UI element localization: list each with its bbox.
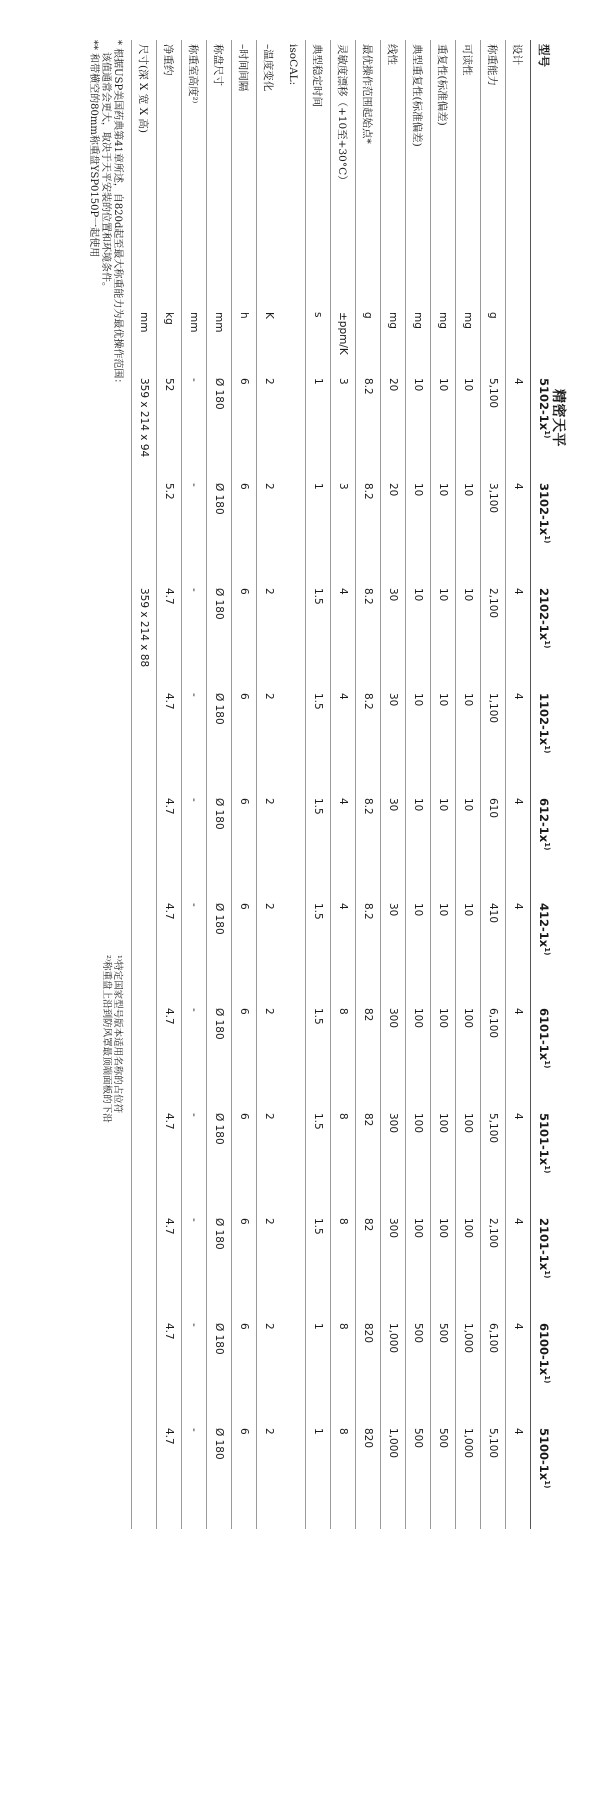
row-unit: mg (431, 308, 456, 374)
table-row (232, 40, 257, 1529)
table-cell: 8 (331, 1319, 356, 1424)
table-cell: 6 (232, 479, 257, 584)
table-cell: 1.5 (306, 794, 331, 899)
table-cell: 500 (431, 1319, 456, 1424)
table-row (456, 40, 481, 1529)
table-cell: 359 x 214 x 94 (132, 374, 157, 479)
table-cell: Ø 180 (207, 1004, 232, 1109)
table-cell: 300 (381, 1109, 406, 1214)
table-cell: 20 (381, 374, 406, 479)
table-cell: 2 (257, 794, 282, 899)
table-cell: 4 (506, 1424, 531, 1529)
table-cell: 4 (506, 1004, 531, 1109)
row-unit (281, 308, 306, 374)
table-cell: 8.2 (356, 479, 381, 584)
table-cell: 359 x 214 x 88 (132, 584, 157, 689)
model-name: 2101-1x (537, 1218, 551, 1271)
table-cell: 6,100 (481, 1319, 506, 1424)
unit-header (531, 308, 558, 374)
table-cell: 820 (356, 1319, 381, 1424)
table-cell: 1,100 (481, 689, 506, 794)
table-cell: 5,100 (481, 1424, 506, 1529)
spec-table (131, 40, 557, 1529)
row-label: 线性 (381, 40, 406, 308)
table-cell: 500 (406, 1319, 431, 1424)
row-unit: mm (182, 308, 207, 374)
table-cell: - (182, 794, 207, 899)
row-label: 典型稳定时间 (306, 40, 331, 308)
model-footnote-marker: 1) (542, 640, 551, 649)
footnotes-left (87, 40, 123, 388)
model-footnote-marker: 1) (542, 1165, 551, 1174)
table-cell: 4 (506, 1319, 531, 1424)
table-cell (281, 1214, 306, 1319)
model-name: 5102-1x (537, 378, 551, 431)
row-label: –时间间隔 (232, 40, 257, 308)
table-cell: 410 (481, 899, 506, 1004)
table-cell: 4 (506, 794, 531, 899)
table-cell: 3 (331, 374, 356, 479)
table-cell: 2 (257, 584, 282, 689)
row-label: –温度变化 (257, 40, 282, 308)
table-cell: 4 (331, 899, 356, 1004)
column-header-model (531, 584, 558, 689)
table-cell (132, 689, 157, 794)
footnote: ** 和带横空的80mm称重盘YSP0150P一起使用 (88, 40, 99, 258)
model-label: 型号 (531, 40, 558, 308)
table-cell: 6 (232, 1004, 257, 1109)
table-cell: 2,100 (481, 1214, 506, 1319)
table-cell: 10 (456, 899, 481, 1004)
table-cell: 3 (331, 479, 356, 584)
table-cell: - (182, 1424, 207, 1529)
table-cell: 4 (506, 1214, 531, 1319)
footnote: ²⁾称重盘上沿到防风罩最顶端面板的下沿 (101, 955, 112, 1123)
table-cell: 10 (431, 479, 456, 584)
model-footnote-marker: 1) (542, 1375, 551, 1384)
table-cell (132, 1319, 157, 1424)
model-footnote-marker: 1) (542, 535, 551, 544)
table-cell: 1.5 (306, 899, 331, 1004)
column-header-model (531, 1319, 558, 1424)
table-cell: 4 (331, 689, 356, 794)
row-label: 可读性 (456, 40, 481, 308)
row-label: 称重室高度²⁾ (182, 40, 207, 308)
row-unit: g (481, 308, 506, 374)
table-cell: 6 (232, 1214, 257, 1319)
table-row (481, 40, 506, 1529)
table-cell: 10 (406, 479, 431, 584)
table-cell: 100 (406, 1004, 431, 1109)
table-cell: 1 (306, 374, 331, 479)
model-name: 1102-1x (537, 693, 551, 746)
model-name: 612-1x (537, 798, 551, 843)
table-cell: 6,100 (481, 1004, 506, 1109)
table-cell: 300 (381, 1214, 406, 1319)
table-cell: 1 (306, 1424, 331, 1529)
table-cell: - (182, 1109, 207, 1214)
table-cell: 4.7 (157, 1424, 182, 1529)
table-cell: 30 (381, 794, 406, 899)
table-cell: 10 (406, 899, 431, 1004)
table-cell: 100 (456, 1109, 481, 1214)
table-cell: - (182, 479, 207, 584)
table-row (257, 40, 282, 1529)
table-cell: 8.2 (356, 584, 381, 689)
table-cell: - (182, 1004, 207, 1109)
table-cell: 30 (381, 584, 406, 689)
table-cell: 6 (232, 1319, 257, 1424)
table-cell: 8 (331, 1004, 356, 1109)
table-cell: 2 (257, 374, 282, 479)
table-cell: 1 (306, 479, 331, 584)
table-cell: 100 (431, 1004, 456, 1109)
table-cell: 8.2 (356, 899, 381, 1004)
table-cell: 4 (506, 374, 531, 479)
model-footnote-marker: 1) (542, 842, 551, 851)
table-cell: 2 (257, 1319, 282, 1424)
table-cell: 100 (431, 1214, 456, 1319)
column-header-model (531, 794, 558, 899)
table-cell (132, 1004, 157, 1109)
row-label: 最优操作范围起始点* (356, 40, 381, 308)
column-header-model (531, 479, 558, 584)
table-row (207, 40, 232, 1529)
row-label: 重复性(标准偏差) (431, 40, 456, 308)
footnote: ¹⁾特定国家型号版本适用名称的占位符 (112, 955, 123, 1114)
table-cell: 4 (331, 794, 356, 899)
table-cell: 500 (431, 1424, 456, 1529)
row-label: 净重约 (157, 40, 182, 308)
table-cell (281, 584, 306, 689)
table-row (157, 40, 182, 1529)
table-cell: 6 (232, 1109, 257, 1214)
table-cell: 1.5 (306, 584, 331, 689)
table-cell: 4 (506, 584, 531, 689)
model-name: 2102-1x (537, 588, 551, 641)
table-cell: 8.2 (356, 794, 381, 899)
row-unit: K (257, 308, 282, 374)
table-cell: 6 (232, 794, 257, 899)
row-label: 尺寸(深 X 宽 X 高) (132, 40, 157, 308)
table-cell (281, 374, 306, 479)
table-cell: 8.2 (356, 689, 381, 794)
model-name: 412-1x (537, 903, 551, 948)
table-cell: 2,100 (481, 584, 506, 689)
table-cell: 10 (456, 794, 481, 899)
table-cell: 100 (456, 1004, 481, 1109)
table-cell: 100 (456, 1214, 481, 1319)
table-row (406, 40, 431, 1529)
table-cell: 2 (257, 689, 282, 794)
table-cell: 100 (431, 1109, 456, 1214)
table-cell: 3,100 (481, 479, 506, 584)
table-cell: 6 (232, 584, 257, 689)
column-header-model (531, 1004, 558, 1109)
row-label: 设计 (506, 40, 531, 308)
table-cell (281, 479, 306, 584)
table-cell: 1,000 (381, 1319, 406, 1424)
model-footnote-marker: 1) (542, 1480, 551, 1489)
table-row (306, 40, 331, 1529)
table-cell: Ø 180 (207, 1109, 232, 1214)
table-body (132, 40, 531, 1529)
table-row (381, 40, 406, 1529)
table-cell: 10 (406, 374, 431, 479)
model-name: 5100-1x (537, 1428, 551, 1481)
table-cell: 1,000 (381, 1424, 406, 1529)
table-cell: 1.5 (306, 1214, 331, 1319)
row-label: 称重能力 (481, 40, 506, 308)
table-cell: Ø 180 (207, 899, 232, 1004)
row-unit: h (232, 308, 257, 374)
table-row (431, 40, 456, 1529)
footnotes-right (101, 955, 123, 1123)
table-cell: 10 (431, 374, 456, 479)
row-unit: ±ppm/K (331, 308, 356, 374)
table-cell: Ø 180 (207, 584, 232, 689)
table-cell: 10 (456, 689, 481, 794)
model-name: 6100-1x (537, 1323, 551, 1376)
column-header-model (531, 374, 558, 479)
table-cell: - (182, 374, 207, 479)
table-cell: 5.2 (157, 479, 182, 584)
model-footnote-marker: 1) (542, 745, 551, 754)
table-cell: Ø 180 (207, 1424, 232, 1529)
table-cell: Ø 180 (207, 689, 232, 794)
section-title: 精密天平 (550, 389, 566, 447)
footnote: * 根据USP美国药典第41章所述，自820d起至最大称重能力为最优操作范围： (112, 40, 123, 389)
table-row (132, 40, 157, 1529)
table-cell (132, 1424, 157, 1529)
table-cell: 82 (356, 1109, 381, 1214)
table-cell: 2 (257, 479, 282, 584)
row-unit (506, 308, 531, 374)
table-cell: - (182, 1319, 207, 1424)
table-cell (132, 899, 157, 1004)
table-cell: 1.5 (306, 1004, 331, 1109)
table-cell: 10 (431, 689, 456, 794)
table-cell: 10 (406, 584, 431, 689)
table-cell: Ø 180 (207, 1214, 232, 1319)
table-cell: Ø 180 (207, 794, 232, 899)
table-cell: 4.7 (157, 1004, 182, 1109)
table-header-row (531, 40, 558, 1529)
table-cell: 4 (506, 899, 531, 1004)
table-cell (281, 899, 306, 1004)
row-unit: mg (456, 308, 481, 374)
table-cell: 10 (431, 794, 456, 899)
table-cell: - (182, 1214, 207, 1319)
table-cell: - (182, 584, 207, 689)
table-cell: 4.7 (157, 1109, 182, 1214)
table-cell: 2 (257, 1109, 282, 1214)
column-header-model (531, 899, 558, 1004)
table-cell: 610 (481, 794, 506, 899)
table-cell: 4.7 (157, 689, 182, 794)
table-cell: Ø 180 (207, 374, 232, 479)
table-cell: 5,100 (481, 374, 506, 479)
table-cell: 10 (406, 794, 431, 899)
table-cell: 10 (456, 374, 481, 479)
table-cell: 4 (331, 584, 356, 689)
table-cell: 8 (331, 1109, 356, 1214)
table-cell: 300 (381, 1004, 406, 1109)
table-cell: 6 (232, 899, 257, 1004)
table-cell: 4.7 (157, 1319, 182, 1424)
table-cell: Ø 180 (207, 479, 232, 584)
table-cell: 30 (381, 689, 406, 794)
column-header-model (531, 1214, 558, 1319)
table-cell (132, 1214, 157, 1319)
table-cell: 10 (456, 479, 481, 584)
table-cell: 2 (257, 899, 282, 1004)
column-header-model (531, 689, 558, 794)
table-cell: 1,000 (456, 1424, 481, 1529)
table-cell: 100 (406, 1109, 431, 1214)
table-cell: 8 (331, 1424, 356, 1529)
table-cell (132, 1109, 157, 1214)
footnote: 该值通常会更大，取决于天平安装的位置和环境条件。 (100, 52, 111, 292)
table-cell: 5,100 (481, 1109, 506, 1214)
table-cell: 8 (331, 1214, 356, 1319)
model-name: 6101-1x (537, 1008, 551, 1061)
table-row (506, 40, 531, 1529)
table-cell: 4.7 (157, 1214, 182, 1319)
table-cell: 52 (157, 374, 182, 479)
table-cell (281, 1424, 306, 1529)
table-cell: 82 (356, 1004, 381, 1109)
table-cell: 1.5 (306, 1109, 331, 1214)
table-cell: 2 (257, 1004, 282, 1109)
row-unit: mg (406, 308, 431, 374)
table-row (182, 40, 207, 1529)
table-cell: 1 (306, 1319, 331, 1424)
model-name: 3102-1x (537, 483, 551, 536)
row-unit: g (356, 308, 381, 374)
table-cell: 6 (232, 689, 257, 794)
table-cell: 100 (406, 1214, 431, 1319)
table-cell: Ø 180 (207, 1319, 232, 1424)
table-cell: 10 (456, 584, 481, 689)
table-cell: 1.5 (306, 689, 331, 794)
table-cell (281, 794, 306, 899)
table-cell: 8.2 (356, 374, 381, 479)
table-cell: 500 (406, 1424, 431, 1529)
table-cell: 4 (506, 479, 531, 584)
row-unit: s (306, 308, 331, 374)
table-cell: - (182, 689, 207, 794)
table-cell: 1,000 (456, 1319, 481, 1424)
row-label: 典型重复性(标准偏差) (406, 40, 431, 308)
table-cell: 82 (356, 1214, 381, 1319)
table-cell (281, 1004, 306, 1109)
row-unit: mm (132, 308, 157, 374)
model-footnote-marker: 1) (542, 1270, 551, 1279)
table-cell (132, 794, 157, 899)
row-unit: mm (207, 308, 232, 374)
row-label: 称盘尺寸 (207, 40, 232, 308)
row-unit: kg (157, 308, 182, 374)
table-cell: 2 (257, 1214, 282, 1319)
table-cell: 10 (431, 899, 456, 1004)
table-cell: 10 (431, 584, 456, 689)
row-unit: mg (381, 308, 406, 374)
model-footnote-marker: 1) (542, 947, 551, 956)
table-cell: 4.7 (157, 584, 182, 689)
table-row (331, 40, 356, 1529)
row-label: isoCAL: (287, 44, 299, 86)
column-header-model (531, 1109, 558, 1214)
table-cell (281, 1319, 306, 1424)
column-header-model (531, 1424, 558, 1529)
table-cell: 30 (381, 899, 406, 1004)
table-cell (281, 689, 306, 794)
table-cell: 4.7 (157, 899, 182, 1004)
table-cell: 6 (232, 374, 257, 479)
model-footnote-marker: 1) (542, 430, 551, 439)
table-cell (132, 479, 157, 584)
table-cell: 820 (356, 1424, 381, 1529)
table-cell (281, 1109, 306, 1214)
table-cell: 4.7 (157, 794, 182, 899)
table-cell: 10 (406, 689, 431, 794)
table-cell: 4 (506, 1109, 531, 1214)
table-cell: 4 (506, 689, 531, 794)
table-cell: 2 (257, 1424, 282, 1529)
model-name: 5101-1x (537, 1113, 551, 1166)
table-cell: 20 (381, 479, 406, 584)
table-row (356, 40, 381, 1529)
row-label: 灵敏度漂移（+10至+30°C） (331, 40, 356, 308)
model-footnote-marker: 1) (542, 1060, 551, 1069)
table-cell: - (182, 899, 207, 1004)
table-row (281, 40, 306, 1529)
table-cell: 6 (232, 1424, 257, 1529)
